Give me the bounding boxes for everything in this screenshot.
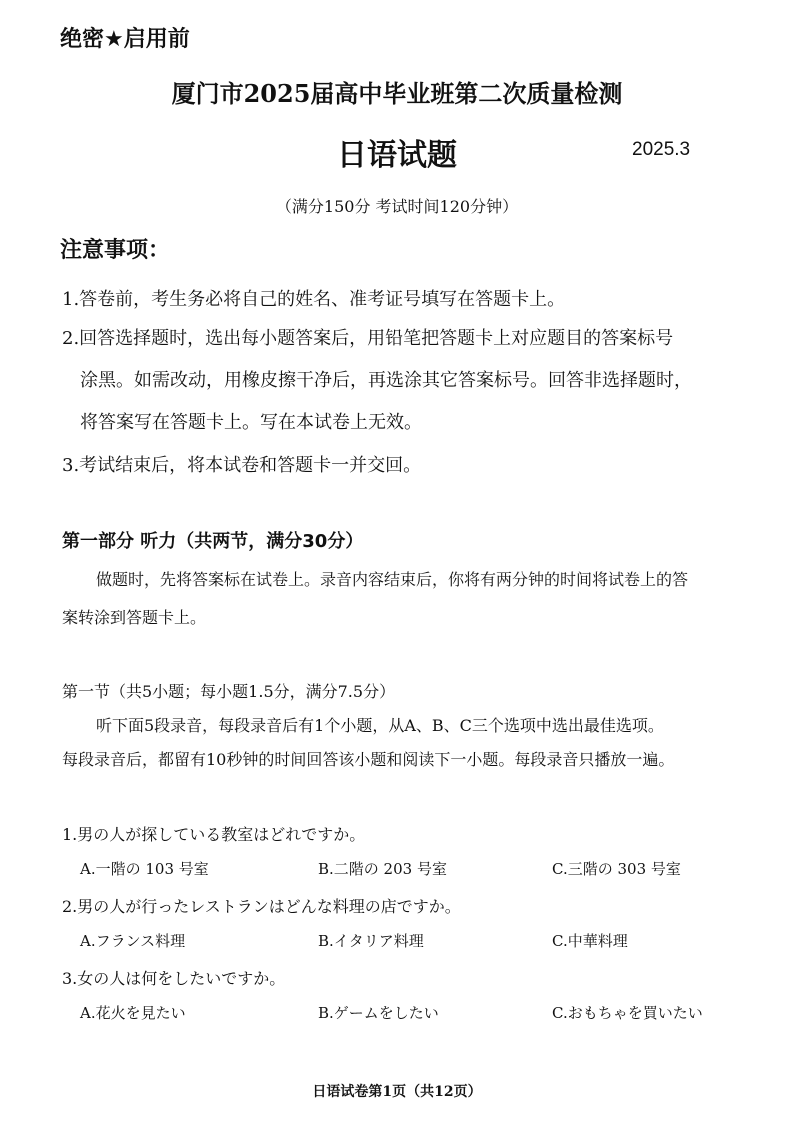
note-line: 2.回答选择题时，选出每小题答案后，用铅笔把答题卡上对应题目的答案标号 [62,328,674,349]
answer-option: C.中華料理 [552,932,628,950]
note-line: 3.考试结束后，将本试卷和答题卡一并交回。 [62,455,422,476]
answer-option: B.ゲームをしたい [318,1004,439,1022]
answer-option: B.二階の 203 号室 [318,860,447,878]
part1-heading: 第一部分 听力（共两节，满分30分） [62,531,364,552]
question-text: 1.男の人が探している教室はどれですか。 [62,825,366,844]
note-line: 将答案写在答题卡上。写在本试卷上无效。 [80,412,422,433]
exam-title: 厦门市2025届高中毕业班第二次质量检测 [171,79,623,108]
note-line: 涂黑。如需改动，用橡皮擦干净后，再选涂其它答案标号。回答非选择题时， [80,370,692,391]
answer-option: A.一階の 103 号室 [80,860,209,878]
confidential-label: 绝密★启用前 [60,27,190,52]
page-footer: 日语试卷第1页（共12页） [312,1084,482,1100]
answer-option: A.フランス料理 [80,932,186,950]
answer-option: A.花火を見たい [80,1004,186,1022]
question-text: 2.男の人が行ったレストランはどんな料理の店ですか。 [62,897,461,916]
note-line: 1.答卷前，考生务必将自己的姓名、准考证号填写在答题卡上。 [62,289,566,310]
section1-instruction: 每段录音后，都留有10秒钟的时间回答该小题和阅读下一小题。每段录音只播放一遍。 [62,750,675,769]
notes-heading: 注意事项： [60,238,171,263]
section1-heading: 第一节（共5小题；每小题1.5分，满分7.5分） [62,682,396,701]
score-and-time-note: （满分150分 考试时间120分钟） [275,197,519,216]
answer-option: B.イタリア料理 [318,932,424,950]
part1-instruction: 做题时，先将答案标在试卷上。录音内容结束后，你将有两分钟的时间将试卷上的答 [96,570,689,589]
section1-instruction: 听下面5段录音，每段录音后有1个小题，从A、B、C三个选项中选出最佳选项。 [96,716,664,735]
answer-option: C.おもちゃを買いたい [552,1004,703,1022]
subject-title: 日语试题 [337,138,457,173]
exam-date: 2025.3 [632,139,691,160]
question-text: 3.女の人は何をしたいですか。 [62,969,286,988]
answer-option: C.三階の 303 号室 [552,860,681,878]
part1-instruction: 案转涂到答题卡上。 [62,608,207,627]
